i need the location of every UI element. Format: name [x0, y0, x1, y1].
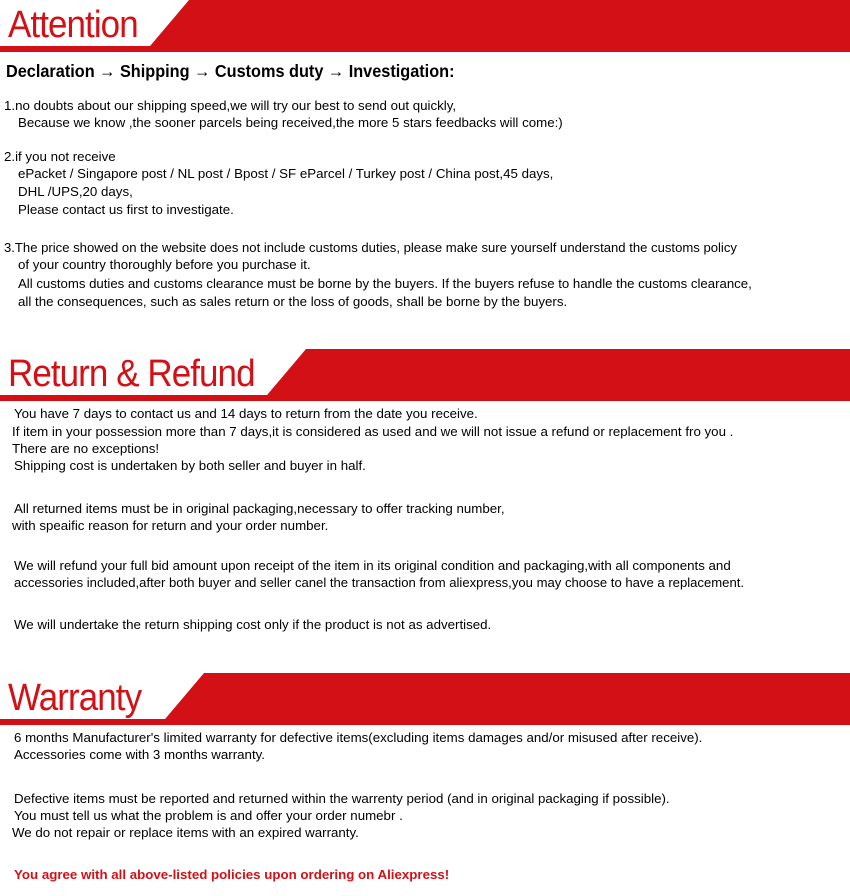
- banner-shape: [160, 673, 850, 725]
- return-refund-banner: [0, 349, 850, 401]
- attention-line: 3.The price showed on the website does not include customs duties, please make sure yourself understand the customs policy: [4, 240, 737, 255]
- refund-line: You have 7 days to contact us and 14 days to return from the date you receive.: [14, 406, 478, 421]
- process-flow: Declaration → Shipping → Customs duty → Investigation:: [6, 61, 455, 81]
- warranty-line: 6 months Manufacturer's limited warranty for defective items(excluding items damages and/or misused after receive).: [14, 730, 703, 745]
- attention-line: DHL /UPS,20 days,: [18, 184, 133, 199]
- warranty-line: Defective items must be reported and returned within the warrenty period (and in original packaging if possible).: [14, 791, 670, 806]
- policy-agreement-notice: You agree with all above-listed policies upon ordering on Aliexpress!: [14, 867, 450, 882]
- warranty-line: We do not repair or replace items with an expired warranty.: [12, 825, 359, 840]
- attention-line: Please contact us first to investigate.: [18, 202, 234, 217]
- warranty-line: You must tell us what the problem is and offer your order numebr .: [14, 808, 403, 823]
- attention-banner: [0, 0, 850, 52]
- refund-line: If item in your possession more than 7 days,it is considered as used and we will not issue a refund or replacement fro you .: [12, 424, 734, 439]
- banner-shape: [262, 349, 850, 401]
- warranty-banner: [0, 673, 850, 725]
- banner-shape: [145, 0, 850, 52]
- refund-line: Shipping cost is undertaken by both seller and buyer in half.: [14, 458, 366, 473]
- attention-line: 1.no doubts about our shipping speed,we will try our best to send out quickly,: [4, 98, 457, 113]
- warranty-line: Accessories come with 3 months warranty.: [14, 747, 266, 762]
- refund-line: accessories included,after both buyer and seller canel the transaction from aliexpress,you may choose to have a replacement.: [14, 575, 745, 590]
- attention-line: of your country thoroughly before you purchase it.: [18, 257, 311, 272]
- warranty-title: Warranty: [8, 677, 142, 719]
- refund-line: with speaific reason for return and your order number.: [12, 518, 329, 533]
- attention-line: all the consequences, such as sales return or the loss of goods, shall be borne by the buyers.: [18, 294, 568, 309]
- refund-line: We will refund your full bid amount upon receipt of the item in its original condition and packaging,with all components and: [14, 558, 731, 573]
- return-refund-title: Return & Refund: [8, 353, 255, 395]
- attention-line: 2.if you not receive: [4, 149, 116, 164]
- attention-line: Because we know ,the sooner parcels being received,the more 5 stars feedbacks will come:): [18, 115, 563, 130]
- refund-line: There are no exceptions!: [12, 441, 160, 456]
- refund-line: All returned items must be in original packaging,necessary to offer tracking number,: [14, 501, 505, 516]
- refund-line: We will undertake the return shipping cost only if the product is not as advertised.: [14, 617, 492, 632]
- attention-line: All customs duties and customs clearance must be borne by the buyers. If the buyers refuse to handle the customs clearance,: [18, 276, 752, 291]
- attention-line: ePacket / Singapore post / NL post / Bpost / SF eParcel / Turkey post / China post,45 days,: [18, 166, 554, 181]
- attention-title: Attention: [8, 4, 138, 46]
